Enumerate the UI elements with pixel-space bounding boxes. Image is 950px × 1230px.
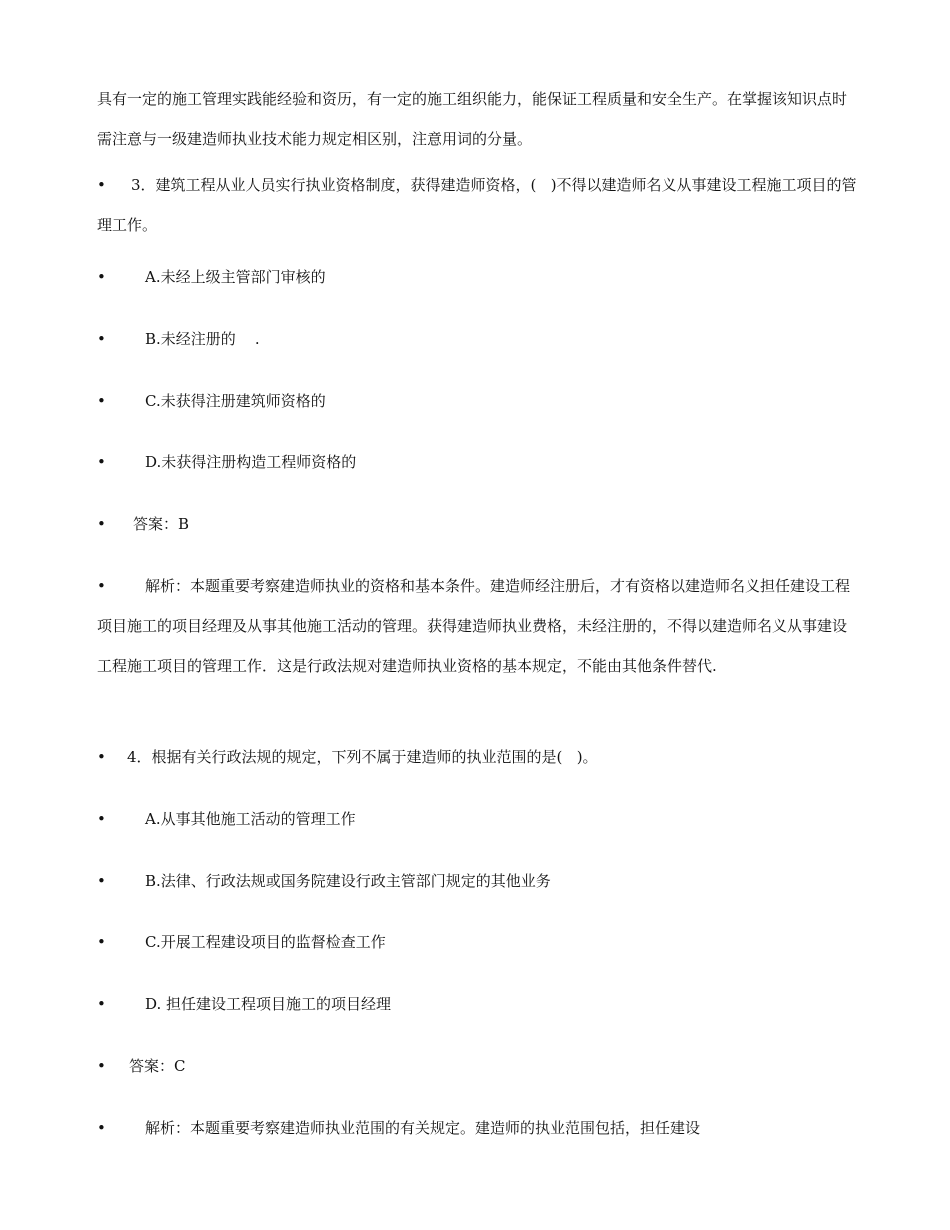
bullet-icon: •: [97, 577, 106, 595]
question-4-item: [97, 737, 857, 777]
question-3-option-c: [97, 381, 857, 421]
question-4-option-a: [97, 799, 857, 839]
option-c-text: C.开展工程建设项目的监督检查工作: [145, 933, 386, 951]
bullet-icon: •: [97, 176, 106, 194]
option-d-text: D.未获得注册构造工程师资格的: [145, 453, 357, 471]
option-c-text: C.未获得注册建筑师资格的: [145, 392, 326, 410]
bullet-icon: •: [97, 515, 106, 533]
bullet-icon: •: [97, 933, 106, 951]
answer-text: 答案：B: [133, 515, 190, 533]
intro-paragraph: 具有一定的施工管理实践能经验和资历，有一定的施工组织能力，能保证工程质量和安全生产。在掌握该知识点时需注意与一级建造师执业技术能力规定相区别，注意用词的分量。: [97, 90, 848, 148]
question-4-option-d: [97, 984, 857, 1024]
bullet-icon: •: [97, 1119, 106, 1137]
option-b-text: B.法律、行政法规或国务院建设行政主管部门规定的其他业务: [145, 872, 551, 890]
bullet-icon: •: [97, 810, 106, 828]
option-a-text: A.从事其他施工活动的管理工作: [145, 810, 356, 828]
bullet-icon: •: [97, 872, 106, 890]
bullet-icon: •: [97, 330, 106, 348]
option-b-text: B.未经注册的 .: [145, 330, 260, 348]
question-3-option-a: [97, 257, 857, 297]
bullet-icon: •: [97, 392, 106, 410]
question-4-option-b: [97, 861, 857, 901]
bullet-icon: •: [97, 995, 106, 1013]
answer-text: 答案：C: [129, 1057, 186, 1075]
bullet-icon: •: [97, 1057, 106, 1075]
question-3-analysis: [97, 566, 857, 686]
question-4-text: 4．根据有关行政法规的规定，下列不属于建造师的执业范围的是( )。: [127, 748, 598, 766]
analysis-text: 解析：本题重要考察建造师执业的资格和基本条件。建造师经注册后，才有资格以建造师名义担任建设工程项目施工的项目经理及从事其他施工活动的管理。获得建造师执业费格，未经注册的，不得以建造师名义从事建设工程施工项目的管理工作．这是行政法规对建造师执业资格的基本规定，不能由其他条件替代.: [97, 577, 851, 675]
question-3-option-d: [97, 442, 857, 482]
question-4-option-c: [97, 922, 857, 962]
question-3-option-b: [97, 319, 857, 359]
question-3-answer: [97, 504, 857, 544]
question-3-item: [97, 165, 857, 245]
question-4-answer: [97, 1046, 857, 1086]
option-d-text: D. 担任建设工程项目施工的项目经理: [145, 995, 392, 1013]
question-4-analysis: [97, 1108, 857, 1148]
bullet-icon: •: [97, 268, 106, 286]
option-a-text: A.未经上级主管部门审核的: [145, 268, 326, 286]
question-3-text: 3．建筑工程从业人员实行执业资格制度，获得建造师资格，( )不得以建造师名义从事建设工程施工项目的管理工作。: [97, 176, 857, 234]
analysis-text: 解析：本题重要考察建造师执业范围的有关规定。建造师的执业范围包括，担任建设: [145, 1119, 701, 1137]
bullet-icon: •: [97, 453, 106, 471]
bullet-icon: •: [97, 748, 106, 766]
